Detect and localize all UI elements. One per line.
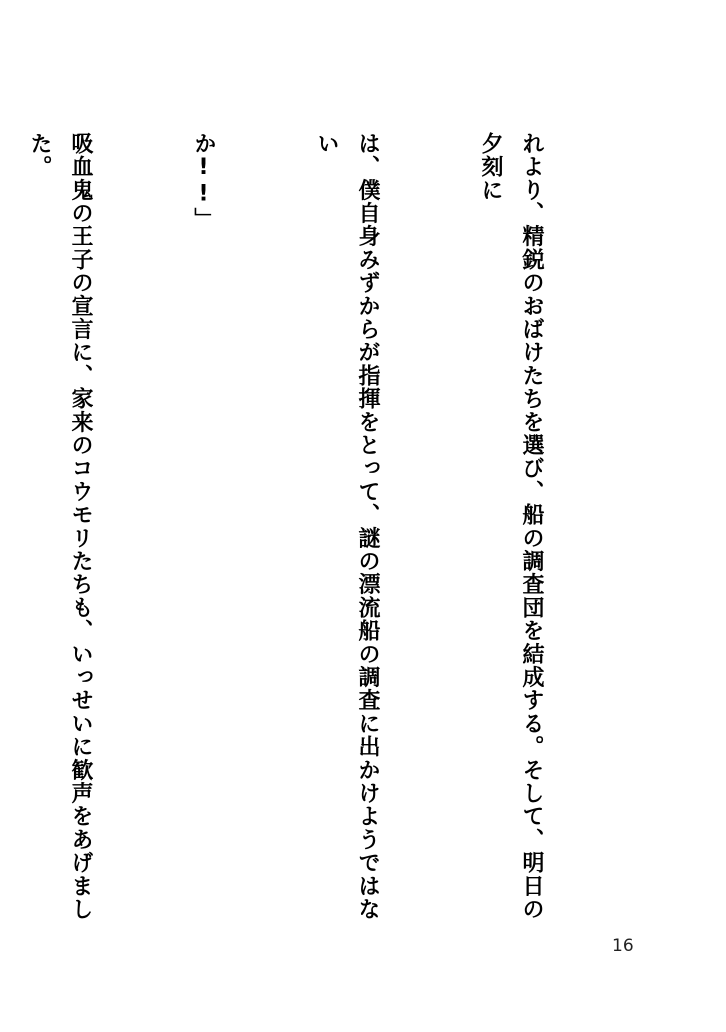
text-line: か!!」 [191,132,216,231]
text-line: は、僕自身みずからが指揮をとって、謎の漂流船の調査に出かけようではない [314,132,380,921]
text-line: 吸血鬼の王子の宣言に、家来のコウモリたちも、いっせいに歓声をあげました。 [27,132,93,921]
page-number: 16 [612,936,634,956]
text-line: れより、精鋭のおばけたちを選び、船の調査団を結成する。そして、明日の夕刻に [478,132,544,921]
vertical-text-block [0,132,634,922]
